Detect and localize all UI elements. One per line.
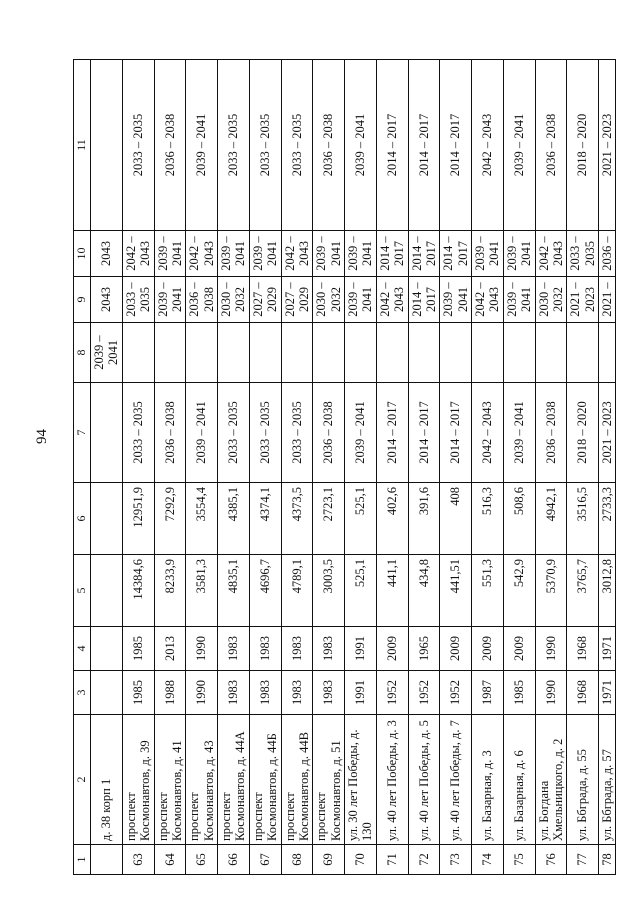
cell-address: проспект Космонавтов, д. 39 <box>122 715 154 845</box>
cell-col9-part: 2027 – <box>250 282 265 317</box>
cell-col4: 1990 <box>186 627 218 671</box>
cell-col10-part: 2017 <box>455 241 470 266</box>
table-row <box>218 60 250 875</box>
cell-col6: 7292,9 <box>154 483 186 555</box>
cell-col10-part: 2035 <box>582 241 597 266</box>
cell-number: 72 <box>408 845 440 875</box>
cell-col3: 1991 <box>345 671 377 715</box>
cell-col9 <box>313 277 345 323</box>
continuation-row <box>91 60 123 875</box>
cell-col4: 1983 <box>218 627 250 671</box>
cell-col10-part: 2033 – <box>568 236 583 271</box>
cell-col6: 508,6 <box>503 483 535 555</box>
cell-col5: 4835,1 <box>218 555 250 627</box>
cell-col11: 2021 – 2023 <box>599 60 616 231</box>
cell-col6: 4373,5 <box>281 483 313 555</box>
cell-col11: 2039 – 2041 <box>345 60 377 231</box>
cell-col10 <box>376 231 408 277</box>
cell-col8: 2039 – 2041 <box>91 323 123 383</box>
cell-col5 <box>91 555 123 627</box>
cell-col10-part: 2039 – <box>346 236 360 271</box>
cell-col9-part: 2041 <box>455 287 470 312</box>
table-row <box>281 60 313 875</box>
cell-col6: 2733,3 <box>599 483 616 555</box>
cell-col9 <box>154 277 186 323</box>
cell-col11: 2018 – 2020 <box>567 60 599 231</box>
cell-col11: 2014 – 2017 <box>440 60 472 231</box>
cell-col3: 1985 <box>122 671 154 715</box>
cell-col4: 1985 <box>122 627 154 671</box>
cell-col10 <box>249 231 281 277</box>
cell-col7: 2014 – 2017 <box>376 383 408 483</box>
cell-col8 <box>567 323 599 383</box>
cell-col5: 441,1 <box>376 555 408 627</box>
cell-address: ул. Базарная, д. 6 <box>503 715 535 845</box>
cell-col6: 4385,1 <box>218 483 250 555</box>
cell-address: проспект Космонавтов, д. 44А <box>218 715 250 845</box>
cell-col4: 1971 <box>599 627 616 671</box>
cell-col11: 2033 – 2035 <box>218 60 250 231</box>
cell-number: 67 <box>249 845 281 875</box>
cell-col10-part: 2039 – <box>155 236 170 271</box>
cell-col4: 1991 <box>345 627 377 671</box>
cell-col11: 2014 – 2017 <box>408 60 440 231</box>
cell-col8 <box>218 323 250 383</box>
col-header: 3 <box>74 671 91 715</box>
cell-col5: 3581,3 <box>186 555 218 627</box>
cell-col8 <box>313 323 345 383</box>
cell-col9-part: 2023 <box>582 287 597 312</box>
cell-address: ул. 40 лет Победы, д. 5 <box>408 715 440 845</box>
cell-col9-part: 2035 <box>138 287 153 312</box>
cell-col6: 3516,5 <box>567 483 599 555</box>
cell-col7: 2042 – 2043 <box>472 383 504 483</box>
table-row <box>408 60 440 875</box>
cell-col10: 2043 <box>91 231 123 277</box>
cell-col11: 2039 – 2041 <box>186 60 218 231</box>
cell-col10-part: 2014 – <box>441 236 456 271</box>
cell-col5: 4789,1 <box>281 555 313 627</box>
cell-col5: 5370,9 <box>535 555 567 627</box>
cell-col9-part: 2032 <box>328 287 343 312</box>
cell-col3 <box>91 671 123 715</box>
cell-number <box>91 845 123 875</box>
cell-col9-part: 2029 <box>296 287 311 312</box>
cell-col10-part: 2042 – <box>282 236 297 271</box>
cell-col4: 2009 <box>472 627 504 671</box>
cell-col10 <box>154 231 186 277</box>
cell-col6: 4374,1 <box>249 483 281 555</box>
cell-address: проспект Космонавтов, д. 44В <box>281 715 313 845</box>
cell-col10 <box>345 231 377 277</box>
cell-col10-part: 2043 <box>296 241 311 266</box>
cell-col8 <box>281 323 313 383</box>
cell-col7: 2018 – 2020 <box>567 383 599 483</box>
cell-col10-part: 2042 – <box>187 236 202 271</box>
cell-col10-part: 2041 <box>519 241 534 266</box>
cell-col10-part: 2039 – <box>250 236 265 271</box>
cell-col10 <box>440 231 472 277</box>
cell-col10 <box>281 231 313 277</box>
cell-col8 <box>122 323 154 383</box>
table-row <box>567 60 599 875</box>
cell-col5: 441,51 <box>440 555 472 627</box>
cell-col9-part: 2039 – <box>441 282 456 317</box>
cell-col5: 3012,8 <box>599 555 616 627</box>
cell-col10 <box>503 231 535 277</box>
cell-col4 <box>91 627 123 671</box>
cell-col7: 2033 – 2035 <box>281 383 313 483</box>
table-row <box>186 60 218 875</box>
cell-col9-part: 2043 <box>392 287 407 312</box>
cell-col10-part: 2039 – <box>473 236 487 271</box>
cell-col3: 1988 <box>154 671 186 715</box>
cell-col10-part: 2041 <box>265 241 280 266</box>
cell-col9-part: 2038 <box>201 287 216 312</box>
cell-col8 <box>345 323 377 383</box>
cell-col9 <box>281 277 313 323</box>
cell-col10 <box>186 231 218 277</box>
cell-col5: 525,1 <box>345 555 377 627</box>
cell-number: 73 <box>440 845 472 875</box>
cell-col3: 1971 <box>599 671 616 715</box>
cell-col9: 2043 <box>91 277 123 323</box>
col-header: 9 <box>74 277 91 323</box>
cell-col8 <box>408 323 440 383</box>
cell-address: проспект Космонавтов, д. 43 <box>186 715 218 845</box>
cell-number: 63 <box>122 845 154 875</box>
cell-col6: 12951,9 <box>122 483 154 555</box>
cell-col11: 2039 – 2041 <box>503 60 535 231</box>
cell-col11: 2033 – 2035 <box>122 60 154 231</box>
cell-col10 <box>122 231 154 277</box>
cell-col6: 3554,4 <box>186 483 218 555</box>
cell-col11: 2033 – 2035 <box>281 60 313 231</box>
cell-col3: 1985 <box>503 671 535 715</box>
cell-col7: 2039 – 2041 <box>186 383 218 483</box>
cell-col9 <box>345 277 377 323</box>
cell-col4: 1983 <box>281 627 313 671</box>
cell-col9-part: 2027 – <box>282 282 297 317</box>
col-header: 7 <box>74 383 91 483</box>
cell-col10-part: 2014 – <box>409 236 424 271</box>
cell-col3: 1987 <box>472 671 504 715</box>
cell-col9-part: 2029 <box>265 287 280 312</box>
cell-col8 <box>472 323 504 383</box>
cell-col3: 1968 <box>567 671 599 715</box>
cell-address: ул. Богдана Хмельницкого, д. 2 <box>535 715 567 845</box>
cell-number: 78 <box>599 845 616 875</box>
table-row <box>599 60 616 875</box>
col-header: 5 <box>74 555 91 627</box>
cell-col8 <box>440 323 472 383</box>
cell-col10-part: 2014 – <box>377 236 392 271</box>
cell-col9-part: 2039 – <box>155 282 170 317</box>
cell-col6: 402,6 <box>376 483 408 555</box>
cell-col9-part: 2036 – <box>187 282 202 317</box>
cell-col6: 391,6 <box>408 483 440 555</box>
cell-col9 <box>599 277 616 323</box>
cell-col4: 2009 <box>440 627 472 671</box>
cell-col5: 551,3 <box>472 555 504 627</box>
cell-number: 75 <box>503 845 535 875</box>
cell-col11: 2042 – 2043 <box>472 60 504 231</box>
cell-address: проспект Космонавтов, д. 51 <box>313 715 345 845</box>
table-row <box>503 60 535 875</box>
table-row <box>249 60 281 875</box>
cell-col3: 1983 <box>281 671 313 715</box>
table-row <box>345 60 377 875</box>
cell-col9-part: 2030 – <box>219 282 233 317</box>
cell-col7: 2021 – 2023 <box>599 383 616 483</box>
cell-number: 77 <box>567 845 599 875</box>
cell-col8 <box>154 323 186 383</box>
cell-col9-part: 2030 – <box>314 282 329 317</box>
cell-col9-part: 2032 <box>233 287 248 312</box>
cell-col10 <box>313 231 345 277</box>
cell-number: 74 <box>472 845 504 875</box>
repair-schedule-table <box>73 59 616 875</box>
cell-address: д. 38 корп 1 <box>91 715 123 845</box>
cell-col9-part: 2014 – <box>409 282 424 317</box>
cell-col3: 1983 <box>218 671 250 715</box>
cell-number: 68 <box>281 845 313 875</box>
cell-col10-part: 2042 – <box>123 236 138 271</box>
cell-col4: 2009 <box>376 627 408 671</box>
cell-col8 <box>376 323 408 383</box>
cell-col4: 1990 <box>535 627 567 671</box>
cell-address: ул. Ббграда, д. 57 <box>599 715 616 845</box>
cell-col7: 2039 – 2041 <box>503 383 535 483</box>
cell-col9 <box>567 277 599 323</box>
cell-col9 <box>535 277 567 323</box>
cell-col8 <box>186 323 218 383</box>
cell-col9-part: 2041 <box>169 287 184 312</box>
cell-col9-part: 2043 <box>487 287 502 312</box>
cell-col7: 2033 – 2035 <box>218 383 250 483</box>
cell-col7: 2033 – 2035 <box>122 383 154 483</box>
cell-col3: 1990 <box>535 671 567 715</box>
cell-col8 <box>503 323 535 383</box>
cell-col9 <box>218 277 250 323</box>
cell-col10-part: 2041 <box>360 241 375 266</box>
cell-col9 <box>472 277 504 323</box>
cell-col9-part: 2041 <box>360 287 375 312</box>
cell-address: ул. Ббграда, д. 55 <box>567 715 599 845</box>
cell-col9-part: 2041 <box>519 287 534 312</box>
col-header: 1 <box>74 845 91 875</box>
col-header: 6 <box>74 483 91 555</box>
col-header: 8 <box>74 323 91 383</box>
cell-number: 69 <box>313 845 345 875</box>
cell-col11: 2036 – 2038 <box>313 60 345 231</box>
cell-col4: 1983 <box>249 627 281 671</box>
col-header: 10 <box>74 231 91 277</box>
cell-col10-part: 2041 <box>233 241 248 266</box>
cell-col4: 1965 <box>408 627 440 671</box>
cell-col6: 516,3 <box>472 483 504 555</box>
cell-col9 <box>186 277 218 323</box>
cell-address: проспект Космонавтов, д. 44Б <box>249 715 281 845</box>
cell-col9-part: 2017 <box>423 287 438 312</box>
cell-col9-part: 2039 – <box>346 282 360 317</box>
cell-col10 <box>218 231 250 277</box>
cell-col3: 1952 <box>440 671 472 715</box>
cell-col9 <box>440 277 472 323</box>
cell-col6: 525,1 <box>345 483 377 555</box>
cell-col9-part: 2042 – <box>377 282 392 317</box>
cell-address: ул. Базарная, д. 3 <box>472 715 504 845</box>
cell-col10-part: 2041 <box>328 241 343 266</box>
cell-col10 <box>472 231 504 277</box>
cell-col9-part: 2030 – <box>536 282 551 317</box>
cell-col10-part: 2039 – <box>314 236 329 271</box>
cell-col5: 3765,7 <box>567 555 599 627</box>
cell-col10-part: 2039 – <box>219 236 233 271</box>
cell-col8 <box>249 323 281 383</box>
cell-col10 <box>599 231 616 277</box>
cell-col7: 2036 – 2038 <box>535 383 567 483</box>
cell-col4: 1983 <box>313 627 345 671</box>
table-row <box>313 60 345 875</box>
cell-number: 70 <box>345 845 377 875</box>
page-number: 94 <box>34 429 50 444</box>
cell-col9 <box>122 277 154 323</box>
cell-col5: 3003,5 <box>313 555 345 627</box>
cell-col3: 1952 <box>408 671 440 715</box>
col-header: 11 <box>74 60 91 231</box>
cell-col9 <box>503 277 535 323</box>
cell-col10 <box>567 231 599 277</box>
cell-col11: 2036 – 2038 <box>154 60 186 231</box>
cell-col4: 1968 <box>567 627 599 671</box>
cell-col4: 2013 <box>154 627 186 671</box>
cell-col7: 2014 – 2017 <box>408 383 440 483</box>
cell-col5: 542,9 <box>503 555 535 627</box>
cell-col9 <box>408 277 440 323</box>
cell-col3: 1983 <box>313 671 345 715</box>
cell-col7: 2036 – 2038 <box>313 383 345 483</box>
cell-col9 <box>249 277 281 323</box>
cell-address: проспект Космонавтов, д. 41 <box>154 715 186 845</box>
cell-col5: 4696,7 <box>249 555 281 627</box>
col-header: 4 <box>74 627 91 671</box>
cell-col10-part: 2043 <box>201 241 216 266</box>
cell-number: 64 <box>154 845 186 875</box>
cell-number: 66 <box>218 845 250 875</box>
header-row <box>74 60 91 875</box>
table-row <box>376 60 408 875</box>
table-body <box>74 60 616 875</box>
cell-col11: 2014 – 2017 <box>376 60 408 231</box>
cell-address: ул. 30 лет Победы, д. 130 <box>345 715 377 845</box>
cell-col5: 8233,9 <box>154 555 186 627</box>
cell-col7 <box>91 383 123 483</box>
cell-col10-part: 2043 <box>550 241 565 266</box>
cell-col9-part: 2032 <box>550 287 565 312</box>
cell-col5: 14384,6 <box>122 555 154 627</box>
cell-col9 <box>376 277 408 323</box>
cell-address: ул. 40 лет Победы, д. 7 <box>440 715 472 845</box>
cell-col6: 408 <box>440 483 472 555</box>
cell-number: 76 <box>535 845 567 875</box>
cell-col11: 2033 – 2035 <box>249 60 281 231</box>
cell-col9-part: 2033 – <box>123 282 138 317</box>
cell-col8 <box>599 323 616 383</box>
cell-col4: 2009 <box>503 627 535 671</box>
cell-col10-part: 2041 <box>487 241 502 266</box>
cell-col6: 4942,1 <box>535 483 567 555</box>
cell-col10-part: 2043 <box>138 241 153 266</box>
cell-col9-part: 2021 – <box>568 282 583 317</box>
cell-col10-part: 2039 – <box>504 236 519 271</box>
cell-col11 <box>91 60 123 231</box>
cell-col9-part: 2042 – <box>473 282 487 317</box>
cell-col7: 2036 – 2038 <box>154 383 186 483</box>
table-row <box>440 60 472 875</box>
cell-col9-part: 2039 – <box>504 282 519 317</box>
cell-col10-part: 2042 – <box>536 236 551 271</box>
cell-col10 <box>408 231 440 277</box>
cell-col10 <box>535 231 567 277</box>
cell-col10-part: 2017 <box>423 241 438 266</box>
cell-col8 <box>535 323 567 383</box>
cell-col6 <box>91 483 123 555</box>
table-row <box>154 60 186 875</box>
cell-address: ул. 40 лет Победы, д. 3 <box>376 715 408 845</box>
table-row <box>122 60 154 875</box>
cell-col3: 1983 <box>249 671 281 715</box>
table-row <box>472 60 504 875</box>
cell-col5: 434,8 <box>408 555 440 627</box>
cell-col7: 2014 – 2017 <box>440 383 472 483</box>
cell-col10-part: 2041 <box>169 241 184 266</box>
cell-col9-part: 2021 – <box>600 282 614 317</box>
cell-col10-part: 2017 <box>392 241 407 266</box>
cell-col11: 2036 – 2038 <box>535 60 567 231</box>
table-row <box>535 60 567 875</box>
cell-col7: 2033 – 2035 <box>249 383 281 483</box>
rotated-table-sheet <box>73 60 614 875</box>
cell-col3: 1990 <box>186 671 218 715</box>
cell-col7: 2039 – 2041 <box>345 383 377 483</box>
cell-col10-part: 2036 – <box>600 236 614 271</box>
cell-number: 71 <box>376 845 408 875</box>
cell-col3: 1952 <box>376 671 408 715</box>
cell-col6: 2723,1 <box>313 483 345 555</box>
cell-number: 65 <box>186 845 218 875</box>
col-header: 2 <box>74 715 91 845</box>
